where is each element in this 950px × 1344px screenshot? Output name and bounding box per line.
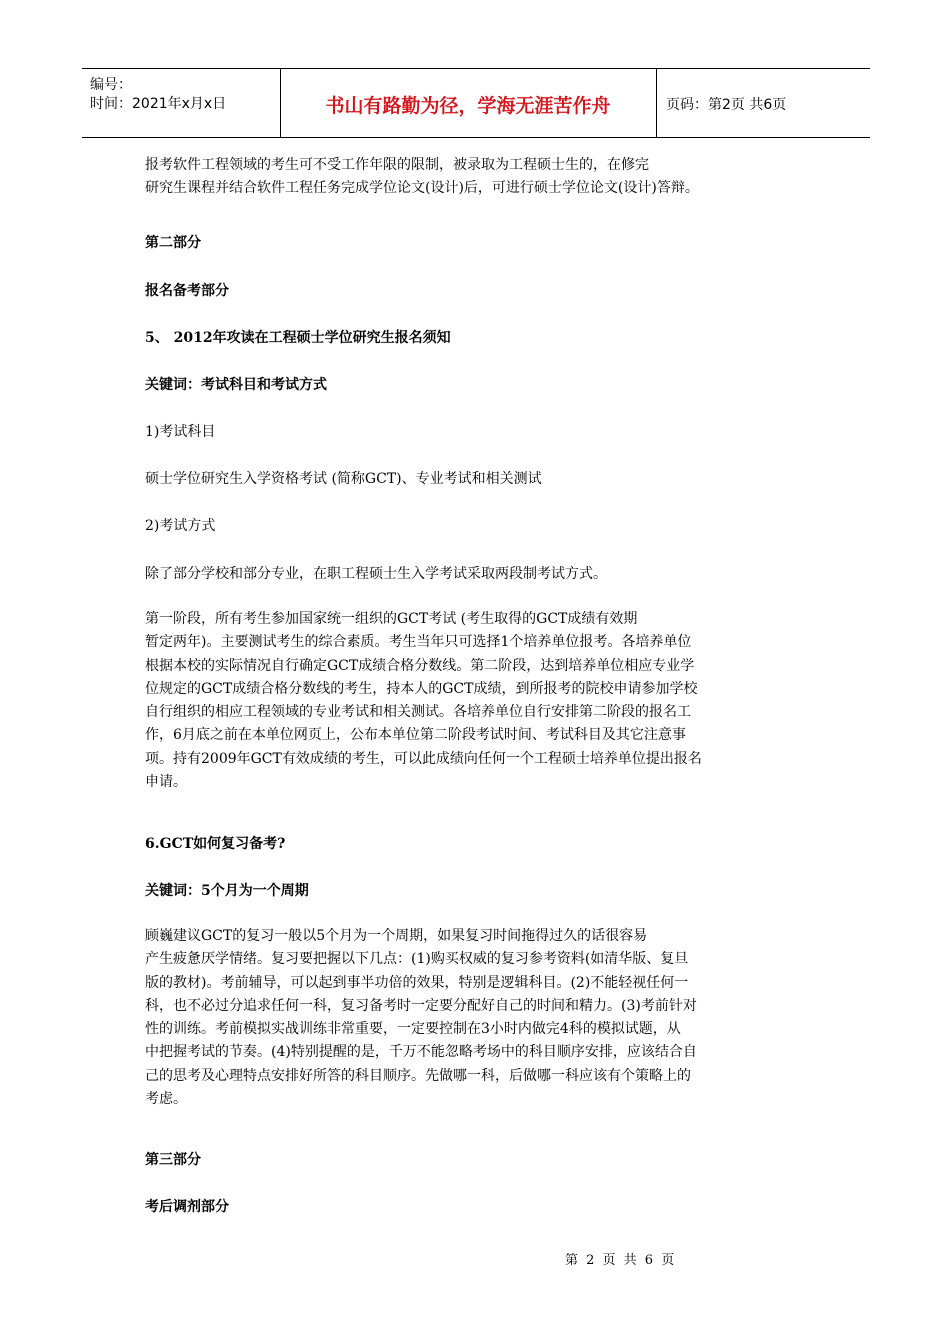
paragraph-line: 产生疲惫厌学情绪。复习要把握以下几点：(1)购买权威的复习参考资料(如清华版、复旦 (145, 951, 689, 968)
part2-subtitle: 报名备考部分 (145, 283, 229, 299)
item-1-text: 硕士学位研究生入学资格考试 (简称GCT)、专业考试和相关测试 (145, 471, 542, 487)
paragraph-line: 中把握考试的节奏。(4)特别提醒的是，千万不能忽略考场中的科目顺序安排，应该结合自 (145, 1044, 697, 1061)
question-6-keywords: 关键词：5个月为一个周期 (145, 883, 309, 899)
page-number-label: 页码：第2页 共6页 (666, 97, 787, 113)
header-info-cell (82, 69, 281, 137)
header-motto-cell (280, 69, 657, 137)
paragraph-line: 申请。 (145, 774, 187, 791)
paragraph-line: 项。持有2009年GCT有效成绩的考生，可以此成绩向任何一个工程硕士培养单位提出报名 (145, 750, 702, 767)
question-5-title: 5、 2012年攻读在工程硕士学位研究生报名须知 (145, 330, 451, 346)
paragraph-software-engineering (145, 154, 810, 201)
page-footer: 第 2 页 共 6 页 (565, 1253, 677, 1268)
number-label: 编号： (90, 77, 132, 93)
paragraph-line: 考虑。 (145, 1091, 187, 1108)
paragraph-line: 研究生课程并结合软件工程任务完成学位论文(设计)后，可进行硕士学位论文(设计)答辩。 (145, 180, 699, 197)
part3-subtitle: 考后调剂部分 (145, 1199, 229, 1215)
paragraph-line: 报考软件工程领域的考生可不受工作年限的限制，被录取为工程硕士生的，在修完 (145, 157, 649, 173)
question-6-title: 6.GCT如何复习备考? (145, 836, 286, 852)
paragraph-line: 版的教材)。考前辅导，可以起到事半功倍的效果，特别是逻辑科目。(2)不能轻视任何一 (145, 974, 689, 991)
header-page-cell (656, 69, 870, 137)
paragraph-line: 暂定两年)。主要测试考生的综合素质。考生当年只可选择1个培养单位报考。各培养单位 (145, 634, 692, 651)
part3-title: 第三部分 (145, 1152, 201, 1168)
paragraph-line: 性的训练。考前模拟实战训练非常重要，一定要控制在3小时内做完4科的模拟试题，从 (145, 1021, 681, 1038)
paragraph-line: 作，6月底之前在本单位网页上，公布本单位第二阶段考试时间、考试科目及其它注意事 (145, 727, 686, 744)
time-label: 时间：2021年x月x日 (90, 96, 227, 112)
paragraph-line: 根据本校的实际情况自行确定GCT成绩合格分数线。第二阶段，达到培养单位相应专业学 (145, 657, 695, 674)
paragraph-line: 顾巍建议GCT的复习一般以5个月为一个周期，如果复习时间拖得过久的话很容易 (145, 928, 648, 944)
paragraph-line: 第一阶段，所有考生参加国家统一组织的GCT考试 (考生取得的GCT成绩有效期 (145, 611, 638, 627)
paragraph-review-advice (145, 925, 810, 1111)
item-1-title: 1)考试科目 (145, 424, 216, 440)
paragraph-line: 位规定的GCT成绩合格分数线的考生，持本人的GCT成绩，到所报考的院校申请参加学校 (145, 680, 698, 697)
paragraph-line: 自行组织的相应工程领域的专业考试和相关测试。各培养单位自行安排第二阶段的报名工 (145, 704, 691, 721)
question-5-keywords: 关键词：考试科目和考试方式 (145, 377, 327, 393)
page-header (82, 68, 870, 138)
paragraph-line: 己的思考及心理特点安排好所答的科目顺序。先做哪一科，后做哪一科应该有个策略上的 (145, 1067, 691, 1084)
item-2-title: 2)考试方式 (145, 518, 216, 534)
motto-text: 书山有路勤为径，学海无涯苦作舟 (325, 95, 611, 117)
item-2-text: 除了部分学校和部分专业，在职工程硕士生入学考试采取两段制考试方式。 (145, 566, 607, 582)
paragraph-exam-stages (145, 608, 810, 794)
paragraph-line: 科，也不必过分追求任何一科，复习备考时一定要分配好自己的时间和精力。(3)考前针对 (145, 997, 697, 1014)
part2-title: 第二部分 (145, 235, 201, 251)
